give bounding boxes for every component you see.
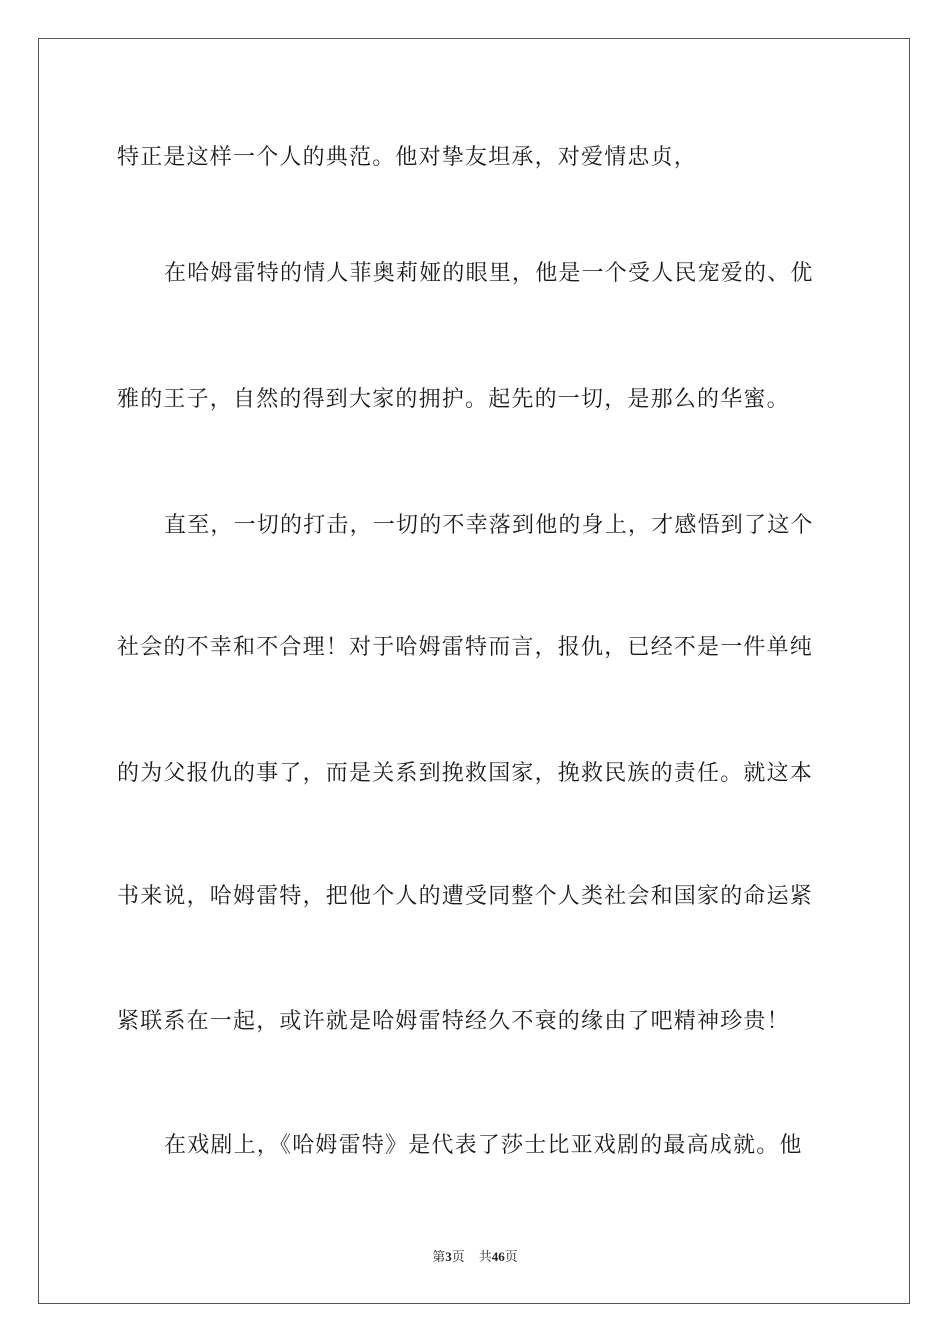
text-line-6: 的为父报仇的事了，而是关系到挽救国家，挽救民族的责任。就这本 xyxy=(117,761,814,786)
text-line-7: 书来说，哈姆雷特，把他个人的遭受同整个人类社会和国家的命运紧 xyxy=(117,884,814,909)
total-suffix: 页 xyxy=(504,1249,518,1264)
page-footer xyxy=(0,1248,950,1267)
page-prefix: 第 xyxy=(432,1249,446,1264)
page-border xyxy=(38,38,910,1304)
text-line-1: 特正是这样一个人的典范。他对挚友坦承，对爱情忠贞， xyxy=(117,145,698,170)
text-line-8: 紧联系在一起，或许就是哈姆雷特经久不衰的缘由了吧精神珍贵！ xyxy=(117,1009,790,1034)
total-pages: 46 xyxy=(491,1249,505,1264)
page-suffix: 页 xyxy=(451,1249,465,1264)
text-line-2: 在哈姆雷特的情人菲奥莉娅的眼里，他是一个受人民宠爱的、优 xyxy=(164,261,814,286)
text-line-5: 社会的不幸和不合理！对于哈姆雷特而言，报仇，已经不是一件单纯 xyxy=(117,635,814,660)
text-line-3: 雅的王子，自然的得到大家的拥护。起先的一切，是那么的华蜜。 xyxy=(117,387,790,412)
text-line-4: 直至，一切的打击，一切的不幸落到他的身上，才感悟到了这个 xyxy=(164,513,814,538)
text-line-9: 在戏剧上，《哈姆雷特》是代表了莎士比亚戏剧的最高成就。他 xyxy=(164,1133,803,1158)
total-prefix: 共 xyxy=(478,1249,492,1264)
page-number: 3 xyxy=(445,1249,452,1264)
